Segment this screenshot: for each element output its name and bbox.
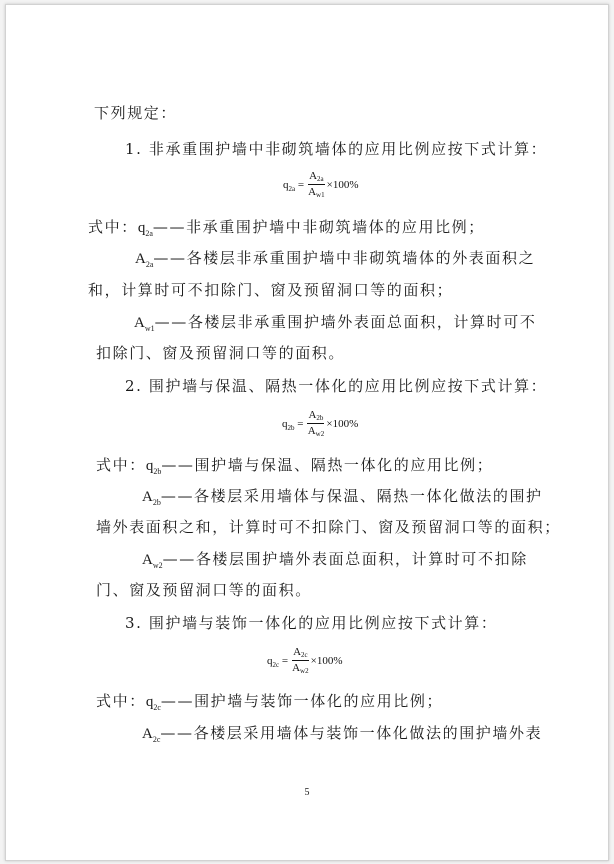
def-aw1-cont: 扣除门、窗及预留洞口等的面积。 (96, 344, 346, 362)
formula-q2a: $q_{2a}$ = $\frac{A2a}{Aw1}$ ×100% (283, 170, 359, 199)
def-a2a-cont: 和，计算时可不扣除门、窗及预留洞口等的面积； (88, 281, 454, 299)
def-aw2-cont: 门、窗及预留洞口等的面积。 (96, 581, 312, 599)
def-q2a: 式中：$q_{2a}——$非承重围护墙中非砌筑墙体的应用比例； (88, 218, 485, 238)
def-a2b-cont: 墙外表面积之和，计算时可不扣除门、窗及预留洞口等的面积； (96, 518, 561, 536)
def-aw1: $A_{w1}——$各楼层非承重围护墙外表面总面积，计算时可不 (134, 313, 537, 333)
def-aw2: $A_{w2}——$各楼层围护墙外表面总面积，计算时可不扣除 (142, 550, 528, 570)
def-a2b: $A_{2b}——$各楼层采用墙体与保温、隔热一体化做法的围护 (142, 487, 543, 507)
def-q2b: 式中：$q_{2b}——$围护墙与保温、隔热一体化的应用比例； (96, 456, 494, 476)
item-2-heading: 2. 围护墙与保温、隔热一体化的应用比例应按下式计算： (125, 377, 548, 395)
item-1-heading: 1. 非承重围护墙中非砌筑墙体的应用比例应按下式计算： (125, 140, 548, 158)
def-a2a: $A_{2a}——$各楼层非承重围护墙中非砌筑墙体的外表面积之 (135, 249, 536, 269)
formula-q2c: $q_{2c}$ = $\frac{A2c}{Aw2}$ ×100% (267, 646, 343, 675)
def-a2c: $A_{2c}——$各楼层采用墙体与装饰一体化做法的围护墙外表 (142, 724, 543, 744)
page-number: 5 (304, 787, 310, 798)
def-q2c: 式中：$q_{2c}——$围护墙与装饰一体化的应用比例； (96, 692, 444, 712)
item-3-heading: 3. 围护墙与装饰一体化的应用比例应按下式计算： (125, 614, 498, 632)
formula-q2b: $q_{2b}$ = $\frac{A2b}{Aw2}$ ×100% (282, 409, 359, 438)
intro-text: 下列规定： (94, 104, 178, 122)
